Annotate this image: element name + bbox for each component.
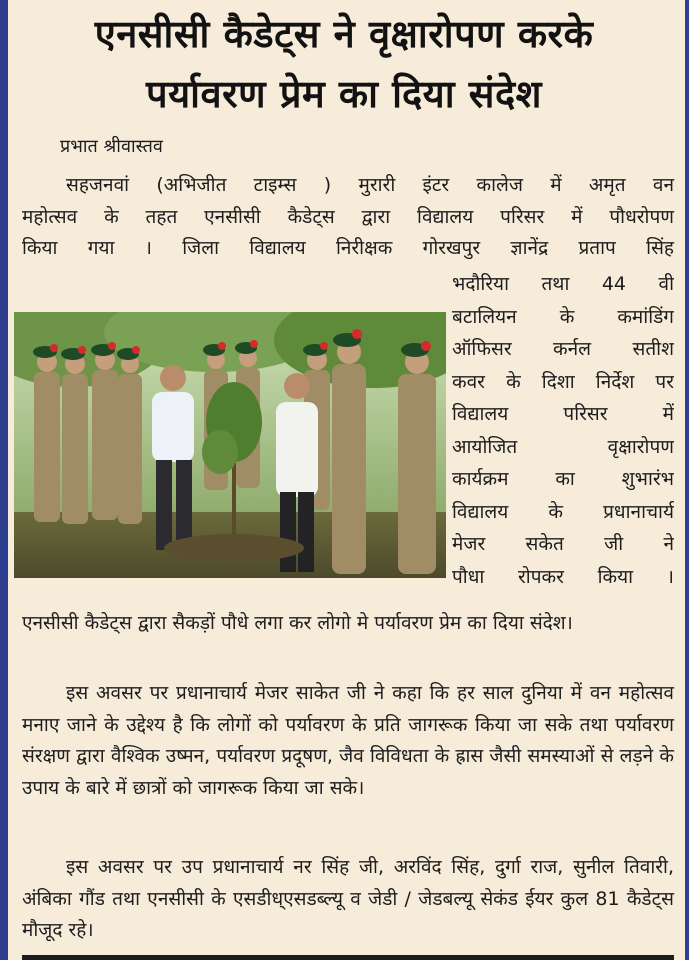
side-line: विद्यालय के प्रधानाचार्य: [452, 500, 674, 523]
paragraph-2: एनसीसी कैडेट्स द्वारा सैकड़ों पौधे लगा कर लोगो मे पर्यावरण प्रेम का दिया संदेश।: [22, 612, 573, 634]
right-frame-border: [685, 0, 689, 960]
side-column-text: [452, 268, 674, 593]
side-line: भदौरिया तथा 44 वी: [452, 273, 674, 295]
photo-illustration: [14, 312, 446, 578]
side-line: कार्यक्रम का शुभारंभ: [452, 468, 674, 490]
paragraph-1-line-1: सहजनवां (अभिजीत टाइम्स ) मुरारी इंटर कालेज में अमृत वन: [66, 174, 674, 196]
headline-line-1: एनसीसी कैडेट्स ने वृक्षारोपण करके: [94, 12, 594, 56]
byline: प्रभात श्रीवास्तव: [60, 136, 163, 157]
cutoff-strokes: [22, 947, 674, 960]
side-line: पौधा रोपकर किया ।: [452, 565, 674, 588]
paragraph-1-line-3: किया गया । जिला विद्यालय निरीक्षक गोरखपुर ज्ञानेंद्र प्रताप सिंह: [22, 237, 674, 259]
side-line: आयोजित वृक्षारोपण: [452, 435, 674, 458]
next-headline-cutoff: [22, 946, 674, 960]
headline-line-2: पर्यावरण प्रेम का दिया संदेश: [145, 72, 542, 116]
paragraph-3: इस अवसर पर प्रधानाचार्य मेजर साकेत जी ने कहा कि हर साल दुनिया में वन महोत्सव मनाए जाने के उद्देश्य है कि लोगों को पर्यावरण के प्रति जागरूक किया जा सके तथा पर्यावरण संरक्षण द्वारा वैश्विक उष्मन, पर्यावरण प्रदूषण, जैव विविधता के ह्रास जैसी समस्याओं से लड़ने के उपाय के बारे में छात्रों को जागरूक किया जा सके।: [22, 682, 674, 799]
left-frame-border: [0, 0, 8, 960]
side-line: विद्यालय परिसर में: [452, 403, 674, 425]
paragraph-4: इस अवसर पर उप प्रधानाचार्य नर सिंह जी, अरविंद सिंह, दुर्गा राज, सुनील तिवारी, अंबिका गौंड तथा एनसीसी के एसडीध्एसडब्ल्यू व जेडी / जेडबल्यू सेकंड ईयर कुल 81 कैडेट्स मौजूद रहे।: [22, 856, 674, 941]
side-line: मेजर सकेत जी ने: [452, 533, 674, 555]
side-line: कवर के दिशा निर्देश पर: [452, 370, 674, 393]
paragraph-1-line-2: महोत्सव के तहत एनसीसी कैडेट्स द्वारा विद्यालय परिसर में पौधरोपण: [22, 205, 674, 228]
article-photo-ncc-cadets-planting: [14, 312, 446, 578]
side-line: ऑफिसर कर्नल सतीश: [452, 338, 674, 360]
side-line: बटालियन के कमांडिंग: [452, 305, 674, 328]
